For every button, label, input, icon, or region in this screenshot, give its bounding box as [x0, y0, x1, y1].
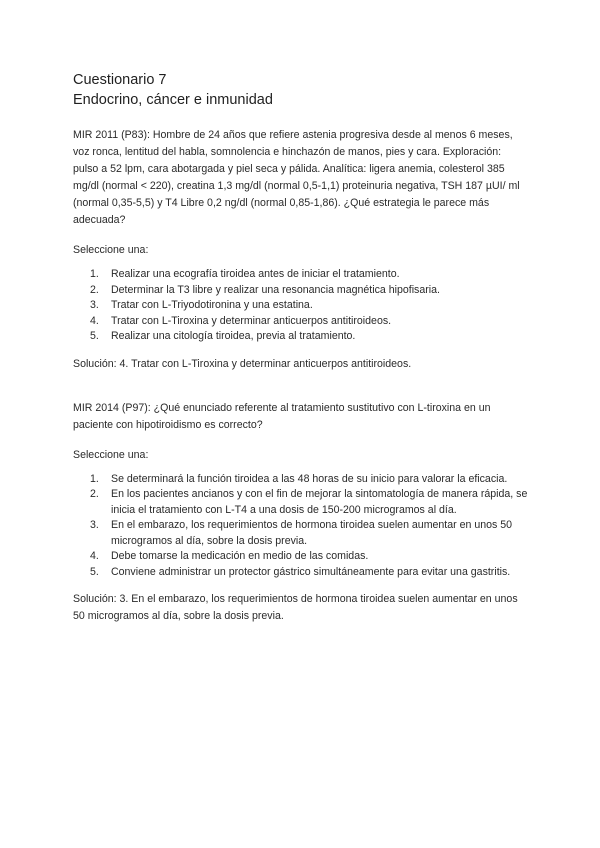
question-2-option-1	[90, 472, 528, 488]
question-1-option-5	[90, 329, 528, 345]
option-number: 4.	[90, 314, 99, 327]
question-1-text: MIR 2011 (P83): Hombre de 24 años que refiere astenia progresiva desde al menos 6 meses, voz ronca, lentitud del habla, somnolencia e hinchazón de manos, pies y cara. Exploración: pulso a 52 lpm, cara abotargada y piel seca y pálida. Analítica: ligera anemia, colesterol 385 mg/dl (normal < 220), creatina 1,3 mg/dl (normal 0,5-1,1) proteinuria negativa, TSH 187 µUI/ ml (normal 0,35-5,5) y T4 Libre 0,2 ng/dl (normal 0,85-1,86). ¿Qué estrategia le parece más adecuada?	[73, 129, 520, 226]
spacer	[73, 373, 528, 400]
question-2-text: MIR 2014 (P97): ¿Qué enunciado referente al tratamiento sustitutivo con L-tiroxina en un paciente con hipotiroidismo es correcto?	[73, 401, 491, 431]
option-number: 2.	[90, 283, 99, 296]
question-1-prompt: Seleccione una:	[73, 244, 149, 256]
question-1-options	[73, 267, 528, 345]
question-1-option-1	[90, 267, 528, 283]
option-text: En los pacientes ancianos y con el fin de mejorar la sintomatología de manera rápida, se inicia el tratamiento con L-T4 a una dosis de 150-200 microgramos al día.	[111, 488, 528, 516]
option-text: Realizar una ecografía tiroidea antes de iniciar el tratamiento.	[111, 268, 400, 280]
option-number: 5.	[90, 330, 99, 342]
question-2-prompt: Seleccione una:	[73, 448, 149, 461]
option-text: Se determinará la función tiroidea a las 48 horas de su inicio para valorar la eficacia.	[111, 472, 508, 485]
option-text: Conviene administrar un protector gástrico simultáneamente para evitar una gastritis.	[111, 565, 511, 578]
option-text: Debe tomarse la medicación en medio de las comidas.	[111, 550, 369, 562]
question-1-option-4	[90, 314, 528, 330]
question-2-option-3	[90, 518, 528, 549]
option-text: En el embarazo, los requerimientos de hormona tiroidea suelen aumentar en unos 50 microgramos al día, sobre la dosis previa.	[111, 519, 513, 547]
question-2-solution: Solución: 3. En el embarazo, los requerimientos de hormona tiroidea suelen aumentar en unos 50 microgramos al día, sobre la dosis previa.	[73, 593, 518, 622]
question-2-option-4	[90, 549, 528, 565]
option-number: 1.	[90, 268, 99, 280]
option-number: 3.	[90, 519, 99, 531]
option-text: Tratar con L-Triyodotironina y una estatina.	[111, 299, 313, 311]
option-text: Realizar una citología tiroidea, previa al tratamiento.	[111, 330, 356, 342]
document-subtitle: Endocrino, cáncer e inmunidad	[73, 92, 273, 108]
option-number: 5.	[90, 565, 99, 578]
question-1-option-2	[90, 283, 528, 299]
option-number: 2.	[90, 488, 99, 500]
option-number: 4.	[90, 550, 99, 562]
question-1-solution: Solución: 4. Tratar con L-Tiroxina y determinar anticuerpos antitiroideos.	[73, 357, 412, 370]
option-number: 1.	[90, 472, 99, 485]
question-2-option-5	[90, 565, 528, 581]
question-2-options	[73, 472, 528, 581]
option-text: Tratar con L-Tiroxina y determinar anticuerpos antitiroideos.	[111, 314, 392, 327]
option-text: Determinar la T3 libre y realizar una resonancia magnética hipofisaria.	[111, 283, 440, 296]
question-1-option-3	[90, 298, 528, 314]
document-page	[73, 70, 528, 625]
question-2	[73, 400, 528, 626]
question-1	[73, 127, 528, 373]
question-2-option-2	[90, 487, 528, 518]
option-number: 3.	[90, 299, 99, 311]
document-title: Cuestionario 7	[73, 72, 167, 88]
document-header	[73, 70, 528, 110]
